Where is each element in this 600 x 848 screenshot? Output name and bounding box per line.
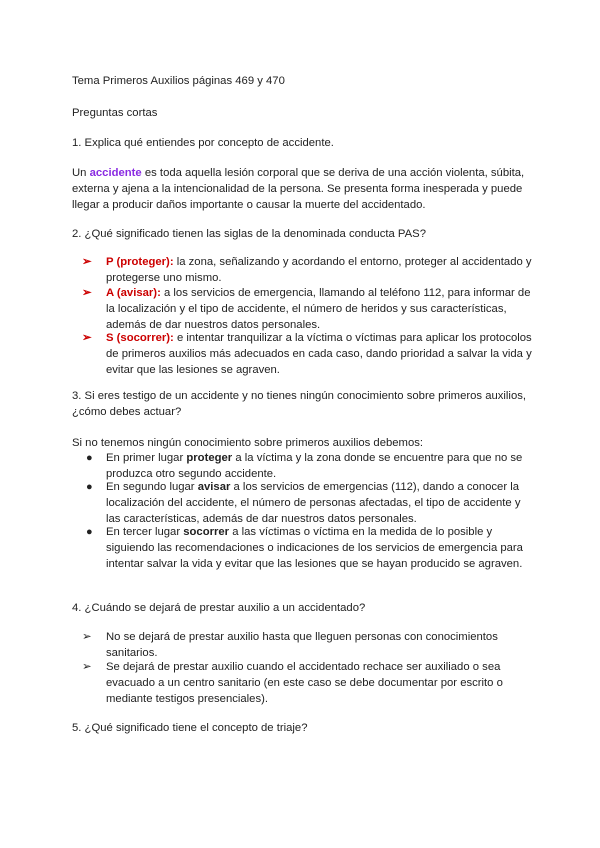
answer-4-text: No se dejará de prestar auxilio hasta que lleguen personas con conocimientos sanitarios.: [106, 631, 498, 659]
answer-4-item-1: [82, 629, 534, 661]
pas-text: la zona, señalizando y acordando el entorno, proteger al accidentado y protegerse uno mismo.: [106, 256, 532, 284]
step-bold: avisar: [197, 481, 231, 493]
doc-title: Tema Primeros Auxilios páginas 469 y 470: [72, 75, 285, 87]
pas-item-s: [82, 330, 534, 378]
arrow-bullet-icon: ➢: [82, 661, 92, 673]
term-accidente: accidente: [89, 167, 142, 179]
step-pre: En primer lugar: [106, 452, 187, 464]
pas-key: P (proteger):: [106, 256, 174, 268]
answer-1-pre: Un: [72, 167, 90, 179]
pas-key: S (socorrer):: [106, 332, 174, 344]
step-item-2: [86, 479, 534, 527]
step-post: a los servicios de emergencias (112), dando a conocer la localización del accidente, el número de personas afectadas, el tipo de accidente y las características, además de dar nuestros datos personales.: [106, 481, 521, 525]
answer-4-text: Se dejará de prestar auxilio cuando el accidentado rechace ser auxiliado o sea evacuado a un centro sanitario (en este caso se debe documentar por escrito o mediante testigos presenciales).: [106, 661, 503, 705]
step-post: a la víctima y la zona donde se encuentre para que no se produzca otro segundo accidente.: [106, 452, 523, 480]
answer-3-intro: Si no tenemos ningún conocimiento sobre primeros auxilios debemos:: [72, 437, 424, 449]
step-item-3: [86, 524, 534, 572]
question-1: 1. Explica qué entiendes por concepto de accidente.: [72, 137, 334, 149]
arrow-bullet-icon: ➢: [82, 631, 92, 643]
step-item-1: [86, 450, 534, 482]
pas-item-a: [82, 285, 534, 333]
bullet-icon: ●: [86, 452, 93, 464]
pas-text: e intentar tranquilizar a la víctima o víctimas para aplicar los protocolos de primeros auxilios más adecuados en cada caso, dando prioridad a salvar la vida y evitar que las lesiones se agraven.: [106, 332, 532, 376]
question-5: 5. ¿Qué significado tiene el concepto de triaje?: [72, 722, 308, 734]
doc-subtitle: Preguntas cortas: [72, 107, 158, 119]
answer-4-item-2: [82, 659, 534, 707]
step-bold: proteger: [186, 452, 233, 464]
answer-1-post: es toda aquella lesión corporal que se deriva de una acción violenta, súbita, externa y ajena a la intencionalidad de la persona. Se presenta forma inesperada y puede llegar a producir daños importante o causar la muerte del accidentado.: [72, 167, 525, 211]
question-2: 2. ¿Qué significado tienen las siglas de la denominada conducta PAS?: [72, 228, 426, 240]
pas-text: a los servicios de emergencia, llamando al teléfono 112, para informar de la localización y el tipo de accidente, el número de heridos y sus características, además de dar nuestros datos personales.: [106, 287, 531, 331]
pas-key: A (avisar):: [106, 287, 161, 299]
pas-item-p: [82, 254, 534, 286]
step-post: a las víctimas o víctima en la medida de lo posible y siguiendo las recomendaciones o indicaciones de los servicios de emergencia para intentar salvar la vida y evitar que las lesiones que se hayan producido se agraven.: [106, 526, 523, 570]
bullet-icon: ●: [86, 526, 93, 538]
question-3: 3. Si eres testigo de un accidente y no tienes ningún conocimiento sobre primeros auxilios, ¿cómo debes actuar?: [72, 390, 527, 418]
arrow-bullet-icon: ➢: [82, 332, 92, 344]
arrow-bullet-icon: ➢: [82, 256, 92, 268]
step-bold: socorrer: [183, 526, 230, 538]
question-4: 4. ¿Cuándo se dejará de prestar auxilio a un accidentado?: [72, 602, 366, 614]
bullet-icon: ●: [86, 481, 93, 493]
step-pre: En segundo lugar: [106, 481, 198, 493]
arrow-bullet-icon: ➢: [82, 287, 92, 299]
step-pre: En tercer lugar: [106, 526, 184, 538]
answer-1: [72, 165, 532, 213]
